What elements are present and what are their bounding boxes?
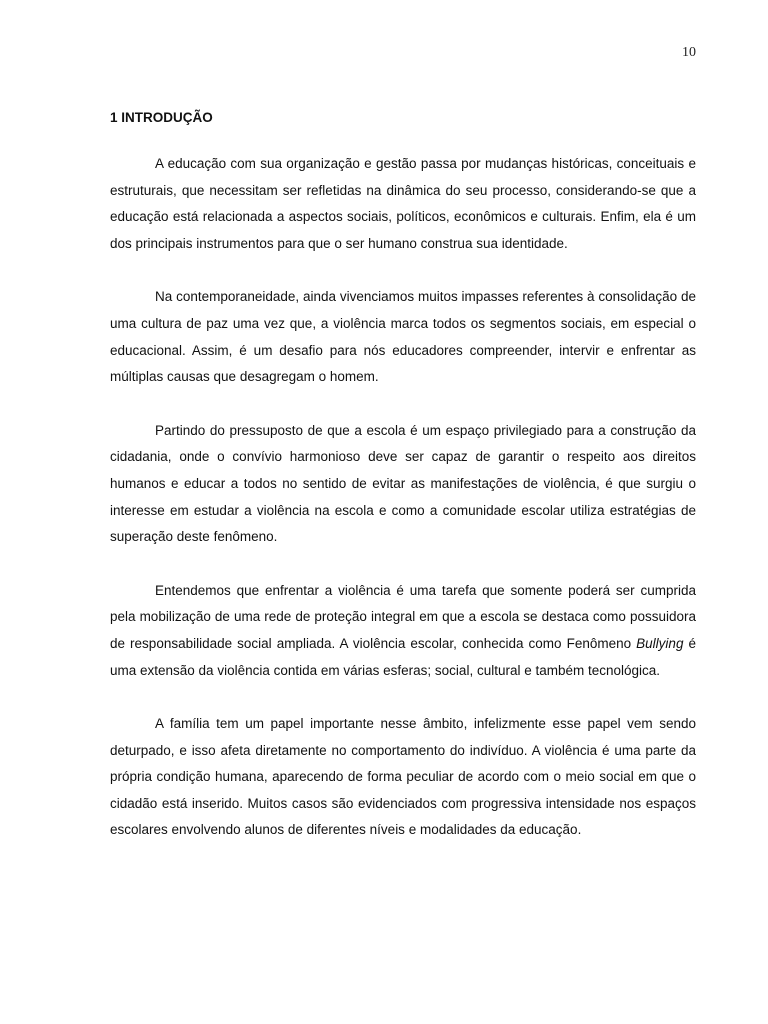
paragraph-1: A educação com sua organização e gestão passa por mudanças históricas, conceituais e estruturais, que necessitam ser refletidas na dinâmica do seu processo, considerando-se que a educação está relacionada a aspectos sociais, políticos, econômicos e culturais. Enfim, ela é um dos principais instrumentos para que o ser humano construa sua identidade.	[110, 156, 696, 251]
page-number: 10	[682, 45, 696, 60]
paragraph-4-text-before: Entendemos que enfrentar a violência é uma tarefa que somente poderá ser cumprida pela mobilização de uma rede de proteção integral em que a escola se destaca como possuidora de responsabilidade social ampliada. A violência escolar, conhecida como Fenômeno	[110, 582, 696, 651]
paragraph-5: A família tem um papel importante nesse âmbito, infelizmente esse papel vem sendo deturpado, e isso afeta diretamente no comportamento do indivíduo. A violência é uma parte da própria condição humana, aparecendo de forma peculiar de acordo com o meio social em que o cidadão está inserido. Muitos casos são evidenciados com progressiva intensidade nos espaços escolares envolvendo alunos de diferentes níveis e modalidades da educação.	[110, 716, 696, 838]
paragraph-4-text-after: é uma extensão da violência contida em várias esferas; social, cultural e também tecnológica.	[110, 635, 696, 678]
paragraph-3: Partindo do pressuposto de que a escola é um espaço privilegiado para a construção da cidadania, onde o convívio harmonioso deve ser capaz de garantir o respeito aos direitos humanos e educar a todos no sentido de evitar as manifestações de violência, é que surgiu o interesse em estudar a violência na escola e como a comunidade escolar utiliza estratégias de superação deste fenômeno.	[110, 422, 696, 545]
paragraph-4	[110, 578, 696, 684]
paragraph-2: Na contemporaneidade, ainda vivenciamos muitos impasses referentes à consolidação de uma cultura de paz uma vez que, a violência marca todos os segmentos sociais, em especial o educacional. Assim, é um desafio para nós educadores compreender, intervir e enfrentar as múltiplas causas que desagregam o homem.	[110, 289, 696, 385]
section-title: 1 INTRODUÇÃO	[110, 110, 213, 125]
bullying-emphasis: Bullying	[636, 635, 684, 651]
document-body	[110, 108, 696, 871]
